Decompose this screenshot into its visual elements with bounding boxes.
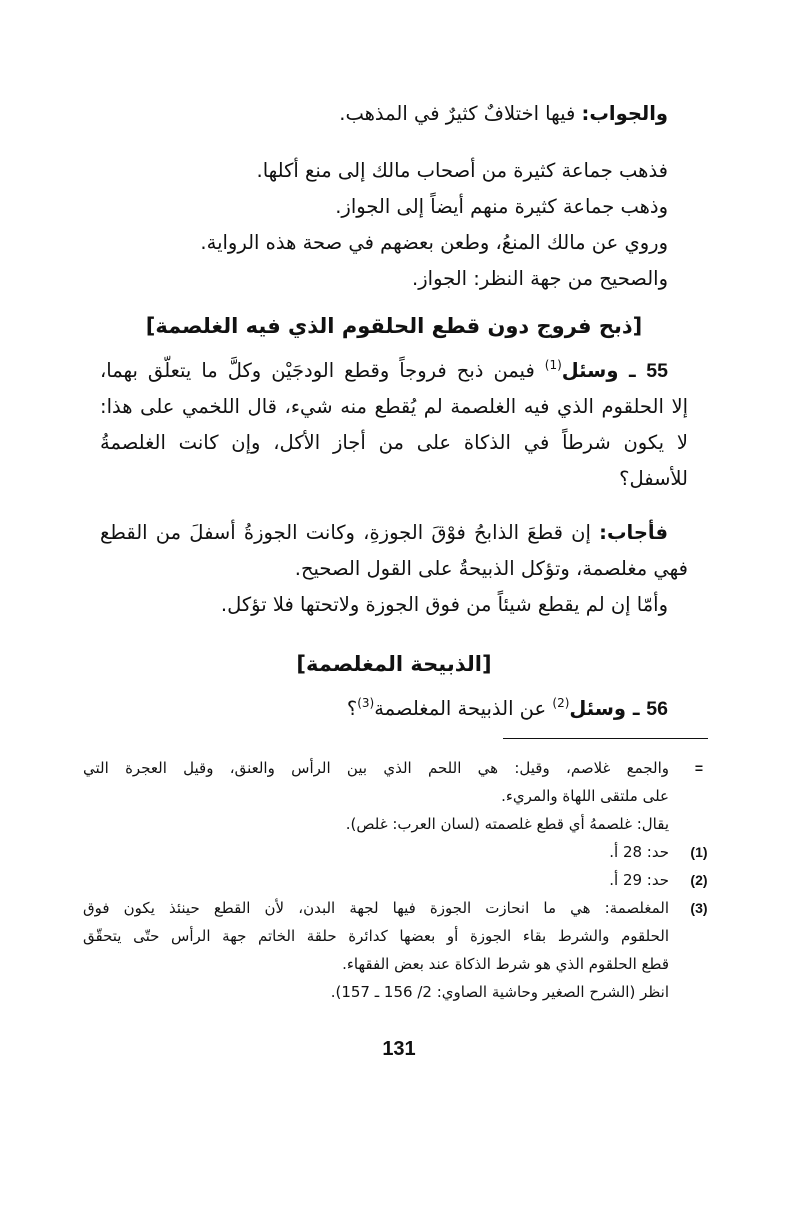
question-line: للأسفل؟ xyxy=(619,467,688,490)
footnote-marker: = xyxy=(694,760,704,776)
footnote-line: والجمع غلاصم، وقيل: هي اللحم الذي بين الرأس والعنق، وقيل العجرة التي xyxy=(83,759,669,777)
footnote-line: المغلصمة: هي ما انحازت الجوزة فيها لجهة البدن، لأن القطع حينئذ يكون فوق xyxy=(83,899,669,917)
question-label: ـ وسئل xyxy=(561,359,647,382)
footnote-1 xyxy=(83,838,713,866)
answer-line xyxy=(100,515,688,551)
question-text: عن الذبيحة المغلصمة xyxy=(374,697,553,720)
footnote-marker: (2) xyxy=(690,872,708,888)
footnote-3 xyxy=(83,894,713,1006)
paragraph-line: وذهب جماعة كثيرة منهم أيضاً إلى الجواز. xyxy=(335,195,668,218)
section-heading: [ذبح فروج دون قطع الحلقوم الذي فيه الغلصمة] xyxy=(145,314,643,338)
footnote-marker: (3) xyxy=(690,900,708,916)
paragraph-line: وروي عن مالك المنعُ، وطعن بعضهم في صحة هذه الرواية. xyxy=(200,231,668,254)
answer-line: وأمّا إن لم يقطع شيئاً من فوق الجوزة ولاتحتها فلا تؤكل. xyxy=(220,593,668,616)
answer-text: إن قطعَ الذابحُ فوْقَ الجوزةِ، وكانت الجوزةُ أسفلَ من القطع xyxy=(100,521,600,544)
answer-line xyxy=(100,96,688,132)
question-end: ؟ xyxy=(346,697,358,720)
footnote-line: حد: 29 أ. xyxy=(609,871,669,889)
answer-label: فأجاب: xyxy=(599,521,668,544)
question-line: لا يكون شرطاً في الذكاة على من أجاز الأكل، وإن كانت الغلصمةُ xyxy=(100,431,688,454)
footnote-ref: (3) xyxy=(357,696,375,710)
footnote-divider xyxy=(503,738,708,739)
footnotes xyxy=(83,754,713,1006)
answer-line: فهي مغلصمة، وتؤكل الذبيحةُ على القول الصحيح. xyxy=(294,557,688,580)
paragraph-line: والصحيح من جهة النظر: الجواز. xyxy=(412,267,668,290)
question-number: 55 xyxy=(646,360,668,382)
section-heading: [الذبيحة المغلصمة] xyxy=(296,652,492,676)
question-line xyxy=(100,691,688,727)
paragraph-line: فذهب جماعة كثيرة من أصحاب مالك إلى منع أكلها. xyxy=(256,159,668,182)
main-text xyxy=(100,96,688,727)
footnote-ref: (2) xyxy=(552,696,570,710)
footnote-line: قطع الحلقوم الذي هو شرط الذكاة عند بعض الفقهاء. xyxy=(342,955,669,973)
question-text: فيمن ذبح فروجاً وقطع الودجَيْن وكلَّ ما يتعلّق بهما، xyxy=(100,359,545,382)
question-line xyxy=(100,353,688,389)
answer-text: فيها اختلافٌ كثيرٌ في المذهب. xyxy=(339,102,582,125)
question-label: ـ وسئل xyxy=(569,697,647,720)
answer-label: والجواب: xyxy=(581,102,668,125)
question-line: إلا الحلقوم الذي فيه الغلصمة لم يُقطع منه شيء، قال اللخمي على هذا: xyxy=(100,395,688,418)
footnote-line: حد: 28 أ. xyxy=(609,843,669,861)
footnote-line: يقال: غلصمهُ أي قطع غلصمته (لسان العرب: غلص). xyxy=(345,815,669,833)
footnote-2 xyxy=(83,866,713,894)
footnote-line: على ملتقى اللهاة والمريء. xyxy=(501,787,669,805)
question-number: 56 xyxy=(646,698,668,720)
footnote-continuation xyxy=(83,754,713,838)
footnote-marker: (1) xyxy=(690,844,708,860)
footnote-ref: (1) xyxy=(544,358,562,372)
footnote-line: انظر (الشرح الصغير وحاشية الصاوي: 2/ 156 ـ 157). xyxy=(330,983,669,1001)
page-number: 131 xyxy=(382,1038,416,1060)
footnote-line: الحلقوم والشرط بقاء الجوزة أو بعضها كدائرة حلقة الخاتم جهة الرأس حتّى يتحقّق xyxy=(83,927,669,945)
